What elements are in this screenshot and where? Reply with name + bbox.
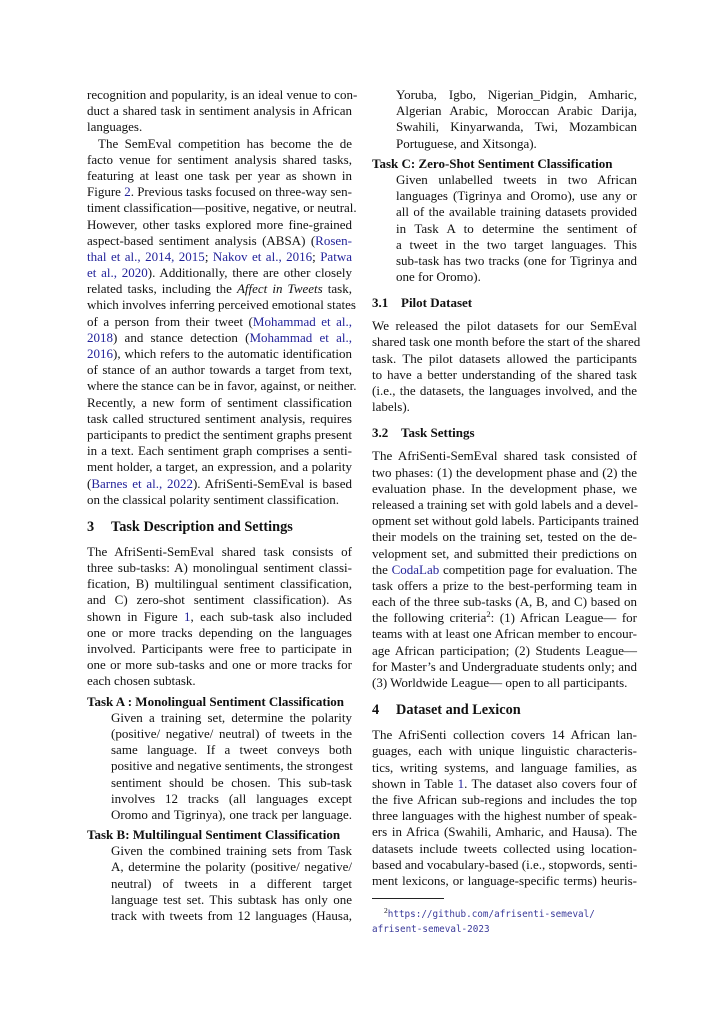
footnote-rule (372, 898, 444, 899)
text-line: shared task one month before the start of the shared (372, 334, 641, 350)
text-line: Recently, a new form of sentiment classification (87, 394, 352, 410)
citation-link[interactable]: 2 (124, 184, 131, 200)
text-line: language test set. This subtask has only one (111, 891, 352, 907)
section-title: Task Description and Settings (111, 518, 293, 535)
text-line: guages, each with unique linguistic characteris- (372, 743, 637, 759)
task-description (372, 87, 637, 152)
footnote-url-line[interactable] (372, 922, 637, 937)
section-title: Dataset and Lexicon (396, 702, 521, 719)
text-line: on the classical polarity sentiment classification. (87, 491, 339, 507)
text-line: which involves inferring perceived emotional states (87, 297, 356, 313)
text-line: timent classification—positive, negative, or neutral. (87, 200, 357, 216)
text-line: Portuguese, and Xitsonga). (396, 135, 537, 151)
text-line: Yoruba, Igbo, Nigerian_Pidgin, Amharic, (396, 87, 637, 102)
text-segment: Figure (87, 184, 125, 200)
text-line: involves 12 tracks (all languages except (111, 790, 352, 806)
text-line: the five African sub-regions and includes the top (372, 791, 637, 807)
text-line: task offers a prize to the best-performing team in (372, 577, 637, 593)
footnote-number: 2 (384, 906, 388, 916)
text-line: ment holder, a target, an expression, and a polarity (87, 459, 352, 475)
text-segment: : (1) African League— for (490, 610, 637, 626)
citation-link[interactable]: Mohammad et al., (252, 313, 352, 329)
text-line: positive and negative sentiments, the strongest (111, 758, 353, 774)
text-line: one or more tracks depending on the languages (87, 624, 352, 640)
text-line: in Task A to determine the sentiment of (396, 220, 637, 236)
text-line: based and vocabulary-based (i.e., stopwords, senti- (372, 856, 638, 872)
text-segment: ; (204, 248, 213, 264)
task-description (372, 156, 637, 286)
text-line (87, 265, 352, 281)
text-line: fication, B) multilingual sentiment classification, (87, 576, 352, 592)
text-line (87, 330, 352, 346)
text-line: one for Oromo). (396, 269, 481, 285)
paragraph (87, 544, 352, 690)
text-segment: . Previous tasks focused on three-way sen- (130, 184, 353, 200)
text-line (87, 609, 352, 625)
text-line (372, 610, 637, 626)
text-line: languages (Tigrinya and Oromo), use any or (396, 188, 637, 204)
task-body (372, 87, 637, 152)
text-line: recognition and popularity, is an ideal venue to con- (87, 87, 358, 102)
paragraph (372, 448, 637, 691)
citation-link[interactable]: thal et al., 2014, 2015 (87, 248, 205, 264)
text-line: datasets include tweets collected using location- (372, 840, 637, 856)
text-line: of stance of an author towards a target from text, (87, 362, 352, 378)
text-line (87, 281, 352, 297)
text-segment: the (372, 561, 392, 577)
text-segment: aspect-based sentiment analysis (ABSA) ( (87, 232, 316, 248)
task-body (87, 843, 352, 924)
text-line: featuring at least one task per year as shown in (87, 167, 352, 183)
text-segment: task, (322, 281, 352, 297)
text-segment: ; (312, 248, 321, 264)
text-line: The AfriSenti-SemEval shared task consisted of (372, 448, 637, 464)
text-line: velopment set, and submitted their predictions on (372, 545, 637, 561)
citation-link[interactable]: Barnes et al., 2022 (91, 475, 193, 491)
citation-link[interactable]: Rosen- (315, 232, 352, 248)
text-segment: ), which refers to the automatic identification (113, 346, 352, 361)
citation-link[interactable]: 2016 (87, 346, 113, 361)
text-line: languages. (87, 119, 143, 135)
task-label: Task C: Zero-Shot Sentiment Classification (372, 155, 613, 171)
text-line: Oromo and Tigrinya), one track per language. (111, 806, 352, 822)
text-line: two phases: (1) the development phase and (2) the (372, 464, 637, 480)
citation-link[interactable]: et al., 2020 (87, 265, 148, 281)
text-line: (positive/ negative/ neutral) of tweets in the (111, 725, 352, 741)
text-segment: the following criteria (372, 610, 487, 626)
citation-link[interactable]: Patwa (320, 248, 352, 264)
text-line: age African participation; (2) Students League— (372, 642, 637, 658)
text-line: in a text. Each sentiment graph comprises a senti- (87, 443, 352, 459)
text-line: to have a better understanding of the shared task (372, 366, 637, 382)
paragraph (372, 727, 637, 889)
text-line: task called structured sentiment analysis, requires (87, 410, 352, 426)
text-segment: ) and stance detection ( (113, 329, 250, 345)
text-line (87, 314, 352, 330)
citation-link[interactable]: 1 (457, 775, 465, 791)
left-column (87, 87, 358, 924)
text-line: facto venue for sentiment analysis shared tasks, (87, 151, 352, 167)
text-line: and C) zero-shot sentiment classification). As (87, 592, 352, 608)
text-segment: shown in Figure (87, 608, 185, 624)
text-line: opment set without gold labels. Participants trained (372, 513, 639, 529)
text-line: duct a shared task in sentiment analysis in African (87, 103, 352, 119)
section-title: Task Settings (401, 425, 475, 441)
text-line (87, 476, 352, 492)
section-number: 4 (372, 702, 380, 719)
text-segment: ( (87, 475, 92, 491)
text-line: track with tweets from 12 languages (Hausa, (111, 908, 352, 924)
text-line: (3) Worldwide League— open to all participants. (372, 675, 628, 691)
text-segment: ). AfriSenti-SemEval is based (192, 475, 352, 491)
section-heading (372, 294, 637, 312)
text-line: labels). (372, 399, 410, 415)
text-line: The AfriSenti-SemEval shared task consists of (87, 543, 352, 559)
task-body (87, 710, 352, 823)
text-line: evaluation phase. In the development phase, we (372, 480, 637, 496)
section-number: 3.1 (372, 295, 389, 311)
citation-link[interactable]: 2018 (87, 329, 113, 345)
footnote-url-line[interactable] (372, 903, 637, 922)
section-heading (372, 424, 637, 442)
footnote-url[interactable]: afrisent-semeval-2023 (372, 924, 490, 936)
text-line: where the stance can be in favor, against, or neither. (87, 378, 357, 394)
text-line: sub-task has two tracks (one for Tigrinya and (396, 252, 637, 268)
text-line: three sub-tasks: A) monolingual sentiment classi- (87, 560, 352, 576)
text-line: sentiment should be chosen. This sub-task (111, 774, 352, 790)
text-line: a tweet in the two target languages. This (396, 236, 637, 252)
text-segment: related tasks, including the (87, 281, 237, 297)
citation-link[interactable]: Mohammad et al., (249, 329, 352, 345)
text-line: We released the pilot datasets for our SemEval (372, 318, 637, 334)
text-segment: shown in Table (372, 775, 458, 791)
text-line: However, other tasks explored more fine-grained (87, 216, 352, 232)
text-line (372, 776, 637, 792)
text-segment: of a person from their tweet ( (87, 313, 253, 329)
section-heading (87, 518, 352, 536)
section-title: Pilot Dataset (401, 295, 473, 311)
text-line: Algerian Arabic, Moroccan Arabic Darija, (396, 103, 637, 119)
text-line: neutral) of tweets in a different target (111, 875, 352, 891)
paragraph (372, 318, 641, 415)
text-line: Given a training set, determine the polarity (111, 709, 352, 725)
paragraph (87, 87, 358, 136)
text-line: released a training set with gold labels and a devel- (372, 496, 639, 512)
text-line (87, 346, 352, 362)
footnote-marker[interactable]: 2 (486, 609, 491, 620)
citation-link[interactable]: 1 (184, 608, 191, 624)
task-description (87, 694, 352, 824)
paragraph (87, 135, 357, 508)
text-line: for Master’s and Undergraduate students only; and (372, 658, 637, 674)
citation-link[interactable]: Nakov et al., 2016 (212, 248, 313, 264)
citation-link[interactable]: CodaLab (391, 561, 440, 577)
section-number: 3.2 (372, 425, 389, 441)
text-line: each of the three sub-tasks (A, B, and C) based on (372, 594, 637, 610)
section-heading (372, 701, 637, 719)
text-line: tics, writing systems, and language families, as (372, 759, 637, 775)
text-segment: . The dataset also covers four of (464, 775, 637, 791)
text-line: involved. Participants were free to participate in (87, 641, 352, 656)
text-line (87, 249, 352, 265)
text-line: teams with at least one African member to encour- (372, 626, 637, 642)
text-line (87, 184, 352, 200)
italic-text: Affect in Tweets (236, 281, 323, 297)
text-line: The SemEval competition has become the de (98, 135, 352, 151)
section-number: 3 (87, 518, 95, 535)
text-segment: , each sub-task also included (190, 608, 352, 624)
text-segment: ). Additionally, there are other closely (147, 265, 352, 281)
footnote (372, 898, 637, 937)
text-segment: competition page for evaluation. The (439, 561, 638, 577)
text-line: ers in Africa (Swahili, Amharic, and Hausa). The (372, 824, 637, 840)
text-line: The AfriSenti collection covers 14 African lan- (372, 727, 637, 743)
text-line: (i.e., the datasets, the languages involved, and the (372, 383, 637, 399)
text-line: one or more sub-tasks and one or more tracks for (87, 657, 352, 673)
footnote-url[interactable]: https://github.com/afrisenti-semeval/ (387, 909, 595, 921)
text-line: participants to predict the sentiment graphs present (87, 426, 352, 442)
task-label: Task A : Monolingual Sentiment Classification (87, 693, 345, 709)
text-line: three languages with the highest number of speak- (372, 808, 637, 824)
task-description (87, 827, 352, 924)
text-line: Swahili, Kinyarwanda, Twi, Mozambican (396, 119, 637, 135)
text-line: all of the available training datasets provided (396, 204, 637, 220)
right-column (372, 87, 641, 937)
text-line: Given unlabelled tweets in two African (396, 171, 637, 187)
task-label: Task B: Multilingual Sentiment Classification (87, 827, 341, 843)
task-body (372, 172, 637, 285)
text-line: task. The pilot datasets allowed the participants (372, 350, 637, 366)
text-line: ment lexicons, or language-specific terms) heuris- (372, 872, 637, 888)
text-line: their models on the training set, tested on the de- (372, 529, 637, 545)
text-line (87, 233, 352, 249)
text-line (372, 562, 637, 578)
text-line: each chosen subtask. (87, 673, 196, 689)
text-line: A, determine the polarity (positive/ negative/ (111, 859, 352, 875)
text-line: Given the combined training sets from Task (111, 843, 352, 859)
text-line: same language. If a tweet conveys both (111, 742, 352, 758)
